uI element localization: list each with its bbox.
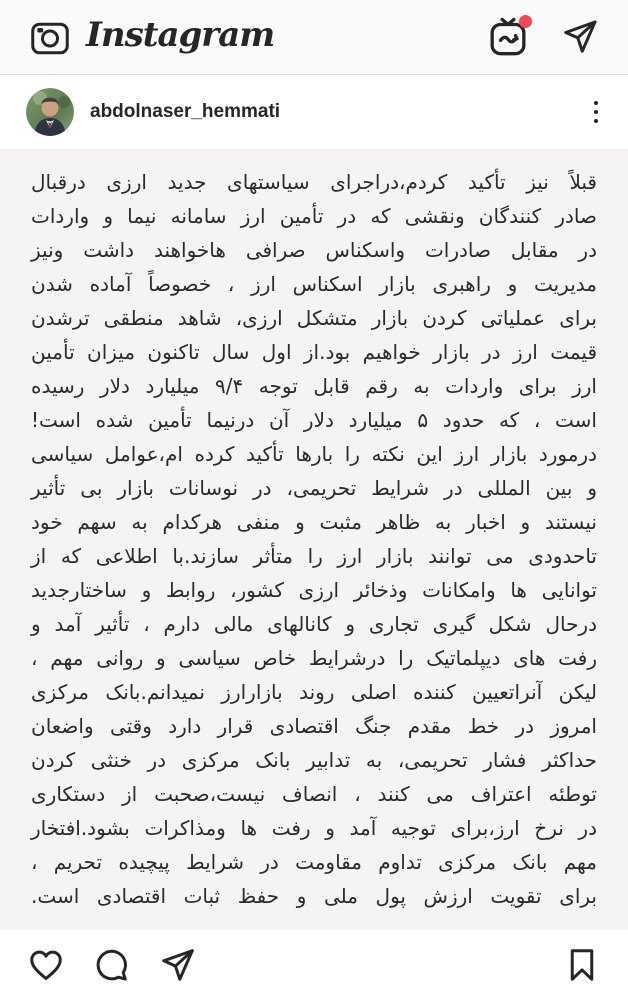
bookmark-icon <box>564 947 600 983</box>
top-bar-actions <box>488 17 598 57</box>
bookmark-button[interactable] <box>564 947 600 983</box>
post-image[interactable] <box>0 149 628 930</box>
share-plane-icon[interactable] <box>160 947 196 983</box>
action-bar <box>0 930 628 1000</box>
like-heart-icon[interactable] <box>28 947 64 983</box>
camera-icon[interactable] <box>30 19 70 55</box>
top-bar <box>0 0 628 75</box>
comment-icon[interactable] <box>94 947 130 983</box>
post-username[interactable]: abdolnaser_hemmati <box>90 101 281 122</box>
igtv-notification-dot <box>519 15 532 28</box>
three-dot-menu-icon[interactable] <box>590 97 602 127</box>
igtv-button[interactable] <box>488 17 528 57</box>
instagram-wordmark: Instagram <box>86 15 275 55</box>
avatar[interactable] <box>26 88 74 136</box>
post-body-text: قبلاً نیز تأکید کردم،دراجرای سیاستهای جدید ارزی درقبال صادر کنندگان ونقشی که در تأمین ارز سامانه نیما و واردات در مقابل صادرات واسکناس صرافی هاخواهند داشت ونیز مدیریت و راهبری بازار اسکناس ارز ، خصوصاً آماده شدن برای عملیاتی کردن بازار متشکل ارزی، شاهد منطقی ترشدن قیمت ارز در بازار خواهیم بود.از اول سال تاکنون میزان تأمین ارز برای واردات به رقم قابل توجه ۹/۴ میلیارد دلار رسیده است ، که حدود ۵ میلیارد دلار آن درنیما تأمین شده است! درمورد بازار ارز این نکته را بارها تأکید کرده ام،عوامل سیاسی و بین المللی در شرایط تحریمی، در نوسانات بازار بی تأثیر نیستند و اخبار به ظاهر مثبت و منفی هرکدام به سهم خود تاحدودی می توانند بازار ارز را متأثر سازند.با اطلاعی که از توانایی ها وامکانات وذخائر ارزی کشور، روابط و ساختارجدید درحال شکل گیری تجاری و کانالهای مالی دارم ، تأثیر آمد و رفت های دیپلماتیک را درشرایط خاص سیاسی و روانی مهم ، لیکن آنراتعیین کننده اصلی روند بازارارز نمیدانم.بانک مرکزی امروز در خط مقدم جنگ اقتصادی قرار دارد وقتی واضعان حداکثر فشار تحریمی، به تدابیر بانک مرکزی در خنثی کردن توطئه اعتراف می کنند ، انصاف نیست،صحبت از دستکاری در نرخ ارز،برای توجیه آمد و رفت ها ومذاکرات بشود.افتخار مهم بانک مرکزی تداوم مقاومت در شرایط پیچیده تحریم ، برای تقویت ارزش پول ملی و حفظ ثبات اقتصادی است. <box>31 170 597 908</box>
post-header <box>0 75 628 149</box>
direct-message-icon[interactable] <box>562 19 598 55</box>
